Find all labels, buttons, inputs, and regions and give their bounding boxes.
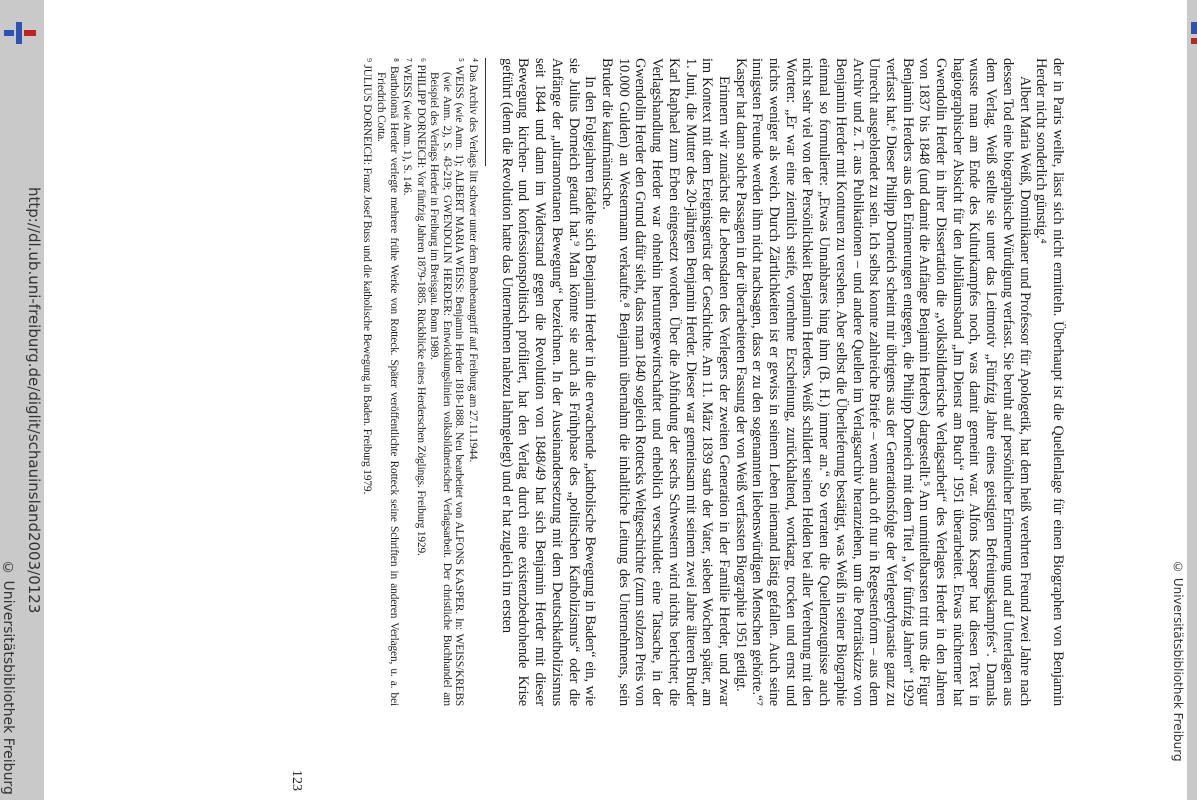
paragraph: Erinnern wir zunächst die Lebensdaten des Verlegers der zweiten Generation in der Familie Herder, und zwar im Kontext mit dem Ereignisgerüst der Geschichte. Am 11. März 1839 starb der Vater, sieben Wochen später, am 1. Juni, die Mutter des 20-jährigen Benjamin Herder. Dieser war gemeinsam mit seinem zwei Jahre älteren Bruder Karl Raphael zum Erben eingesetzt worden. Über die Abfindung der sechs Schwestern wird nichts berichtet; die Verlagshandlung Herder war ohnehin heruntergewirtschaftet und erheblich verschuldet: eine Tatsache, in der Gwendolin Herder den Grund dafür sieht, dass man 1840 sogleich Rottecks Weltgeschichte (zum stolzen Preis von 10.000 Gulden) an Westermann verkaufte.⁸ Benjamin übernahm die inhaltliche Leitung des Unternehmens, sein Bruder die kaufmännische.	[599, 58, 732, 706]
footnote: ⁴ Das Archiv des Verlags litt schwer unter dem Bombenangriff auf Freiburg am 27.11.1944.	[467, 58, 480, 463]
paragraph: der in Paris weilte, lässt sich nicht ermitteln. Überhaupt ist die Quellenlage für einen Biographen von Benjamin Herder nicht sonderlich günstig.⁴	[1033, 58, 1066, 706]
footnote: ⁸ Bartholomä Herder verlegte mehrere frühe Werke von Rotteck. Später veröffentlichte Rotteck seine Schriften in anderen Verlagen, u. a. bei Friedrich Cotta.	[374, 58, 400, 706]
copyright-area	[0, 0, 22, 800]
paragraph: In den Folgejahren fädelte sich Benjamin Herder in die erwachende „katholische Bewegung in Baden“ ein, wie sie Julius Dorneich getauft hat.⁹ Man könnte sie auch als Frühphase des „politischen Katholizismus“ oder die Anfänge der „ultramontanen Bewegung“ bezeichnen. In der Auseinandersetzung mit dem Deutschkatholizismus seit 1844 und dann im Widerstand gegen die Revolution von 1848/49 hat sich Benjamin Herder mit dieser Bewegung kirchen- und konfessionspolitisch profiliert, hat den Verlag durch eine existenzbedrohende Krise geführt (denn die Revolution hatte das Unternehmen nahezu lahmgelegt) und er hat zugleich im ersten	[498, 58, 599, 706]
copyright-text: © Universitätsbibliothek Freiburg	[0, 560, 16, 795]
logo-mark-icon	[1191, 22, 1197, 34]
footnote: ⁹ JULIUS DORNEICH: Franz Josef Buss und die katholische Bewegung in Baden. Freiburg 1979.	[361, 58, 374, 495]
logo-mark-icon	[1191, 38, 1197, 44]
copyright-top-area	[1171, 560, 1187, 800]
footnote: ⁶ PHILIPP DORNEICH: Vor fünfzig Jahren 1879-1885. Rückblicke eines Herderschen Zöglings. Freiburg 1929.	[414, 58, 427, 556]
page-body	[360, 58, 1066, 706]
page-number-area	[286, 0, 312, 800]
viewer-right-strip	[1187, 0, 1197, 800]
copyright-top-text: © Universitätsbibliothek Freiburg	[1171, 560, 1185, 762]
footnotes	[361, 58, 479, 706]
footnote-separator	[485, 58, 486, 166]
footnote: ⁵ WEISS (wie Anm. 1); ALBERT MARIA WEISS: Benjamin Herder 1818-1888. Neu bearbeitet von ALFONS KASPER. In: WEISS/KREBS (wie Anm. 2), S. 43-219; GWENDOLIN HERDER: Entwicklungslinien volksbildnerischer Verlagsarbeit. Der christliche Buchhandel am Beispiel des Verlags Herder in Freiburg im Breisgau. Bonn 1989.	[428, 58, 466, 706]
page-number: 123	[289, 770, 304, 791]
document-url: http://dl.ub.uni-freiburg.de/diglit/schauinsland2003/0123	[25, 186, 43, 614]
scanned-page	[300, 0, 1100, 800]
paragraph: Albert Maria Weiß, Dominikaner und Professor für Apologetik, hat dem heiß verehrten Freund zwei Jahre nach dessen Tod eine biographische Würdigung verfasst. Sie beruht auf persönlicher Erinnerung und auf Unterlagen aus dem Verlag. Weiß stellte sie unter das Leitmotiv „Fünfzig Jahre eines geistigen Befreiungskampfes“. Damals wusste man am Ende des Kulturkampfes noch, was damit gemeint war. Alfons Kasper hat diesen Text in hagiographischer Absicht für den Jubiläumsband „Im Dienst am Buch“ 1951 überarbeitet. Etwas nüchterner hat Gwendolin Herder in ihrer Dissertation die „volksbildnerische Verlagsarbeit“ des Verlages Herder in den Jahren von 1837 bis 1848 (und damit die Anfänge Benjamin Herders) dargestellt.⁵ Am unmittelbarsten tritt uns die Figur Benjamin Herders aus den Erinnerungen entgegen, die Philipp Dorneich mit dem Titel „Vor fünfzig Jahren“ 1929 verfasst hat.⁶ Dieser Philipp Dorneich scheint mir übrigens aus der Generationsfolge der Verlegerdynastie ganz zu Unrecht ausgeblendet zu sein. Ich selbst konnte zahlreiche Briefe – wenn auch oft nur in Regestenform – aus dem Archiv und z. T. aus Publikationen – und andere Quellen im Verlagsarchiv heranziehen, um die Porträtskizze von Benjamin Herder mit Konturen zu versehen. Aber selbst die Überlieferung bestätigt, was Weiß in seiner Biographie einmal so formulierte: „Etwas Unnahbares hing ihm (B. H.) immer an.“ So verraten die Quellenzeugnisse auch nicht sehr viel von der Persönlichkeit Benjamin Herders. Weiß schildert seinen Helden bei aller Verehrung mit den Worten: „Er war eine ziemlich steife, vornehme Erscheinung, zurückhaltend, wortkarg, trocken und ernst und nichts weniger als weich. Durch Zärtlichkeiten ist er gewiss in seinem Leben niemand lästig gefallen. Auch seine innigsten Freunde werden ihm nicht nachsagen, dass er zu den sogenannten liebenswürdigen Menschen gehörte.“⁷ Kasper hat dann solche Passagen in der überarbeiteten Fassung der von Weiß verfassten Biographie 1951 getilgt.	[732, 58, 1033, 706]
footnote: ⁷ WEISS (wie Anm. 1), S. 146.	[401, 58, 414, 196]
